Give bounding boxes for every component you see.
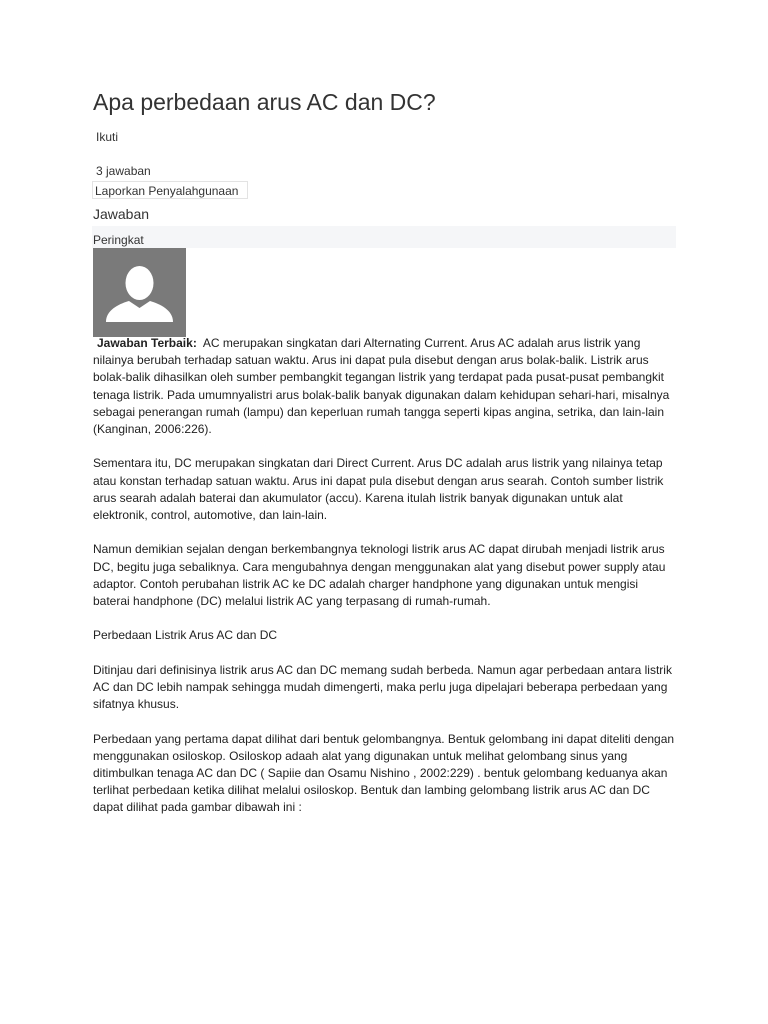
user-silhouette-icon bbox=[93, 248, 186, 337]
answer-paragraph-text: AC merupakan singkatan dari Alternating Current. Arus AC adalah arus listrik yang nilainya berubah terhadap satuan waktu. Arus ini dapat pula disebut dengan arus bolak-balik. Listrik arus bolak-balik dihasilkan oleh sumber pembangkit tegangan listrik yang terdapat pada pusat-pusat pembangkit tenaga listrik. Pada umumnyalistri arus bolak-balik banyak digunakan dalam kehidupan sehari-hari, misalnya sebagai penerangan rumah (lampu) dan keperluan rumah tangga seperti kipas angina, setrika, dan lain-lain (Kanginan, 2006:226). bbox=[93, 336, 670, 437]
answer-subheading: Perbedaan Listrik Arus AC dan DC bbox=[93, 628, 278, 643]
answer-paragraph: Perbedaan yang pertama dapat dilihat dari bentuk gelombangnya. Bentuk gelombang ini dapat diteliti dengan menggunakan osiloskop. Osiloskop adaah alat yang digunakan untuk melihat gelombang sinus yang ditimbulkan tenaga AC dan DC ( Sapiie dan Osamu Nishino , 2002:229) . bentuk gelombang keduanya akan terlihat perbedaan ketika dilihat melalui osiloskop. Bentuk dan lambing gelombang listrik arus AC dan DC dapat dilihat pada gambar dibawah ini : bbox=[93, 731, 675, 815]
answer-paragraph: Sementara itu, DC merupakan singkatan dari Direct Current. Arus DC adalah arus listrik yang nilainya tetap atau konstan terhadap satuan waktu. Arus ini dapat pula disebut dengan arus searah. Contoh sumber listrik arus searah adalah baterai dan akumulator (accu). Karena itulah listrik banyak digunakan untuk alat elektronik, control, automotive, dan lain-lain. bbox=[93, 456, 664, 523]
answer-paragraph: Ditinjau dari definisinya listrik arus AC dan DC memang sudah berbeda. Namun agar perbedaan antara listrik AC dan DC lebih nampak sehingga mudah dimengerti, maka perlu juga dipelajari beberapa perbedaan yang sifatnya khusus. bbox=[93, 662, 672, 712]
follow-button[interactable]: Ikuti bbox=[96, 130, 119, 144]
rank-label: Peringkat bbox=[93, 233, 144, 247]
answer-paragraph: Namun demikian sejalan dengan berkembangnya teknologi listrik arus AC dapat dirubah menjadi listrik arus DC, begitu juga sebaliknya. Cara mengubahnya dengan menggunakan alat yang disebut power supply atau adaptor. Contoh perubahan listrik AC ke DC adalah charger handphone yang digunakan untuk mengisi baterai handphone (DC) melalui listrik AC yang terpasang di rumah-rumah. bbox=[93, 542, 666, 609]
avatar bbox=[93, 248, 186, 337]
answers-heading: Jawaban bbox=[93, 206, 150, 222]
page-title: Apa perbedaan arus AC dan DC? bbox=[93, 89, 436, 115]
rank-bar bbox=[92, 226, 676, 248]
report-abuse-button[interactable]: Laporkan Penyalahgunaan bbox=[92, 181, 248, 199]
answer-paragraph bbox=[93, 335, 677, 438]
answers-count: 3 jawaban bbox=[96, 164, 151, 178]
best-answer-label: Jawaban Terbaik: bbox=[97, 336, 197, 350]
best-answer bbox=[93, 335, 677, 834]
